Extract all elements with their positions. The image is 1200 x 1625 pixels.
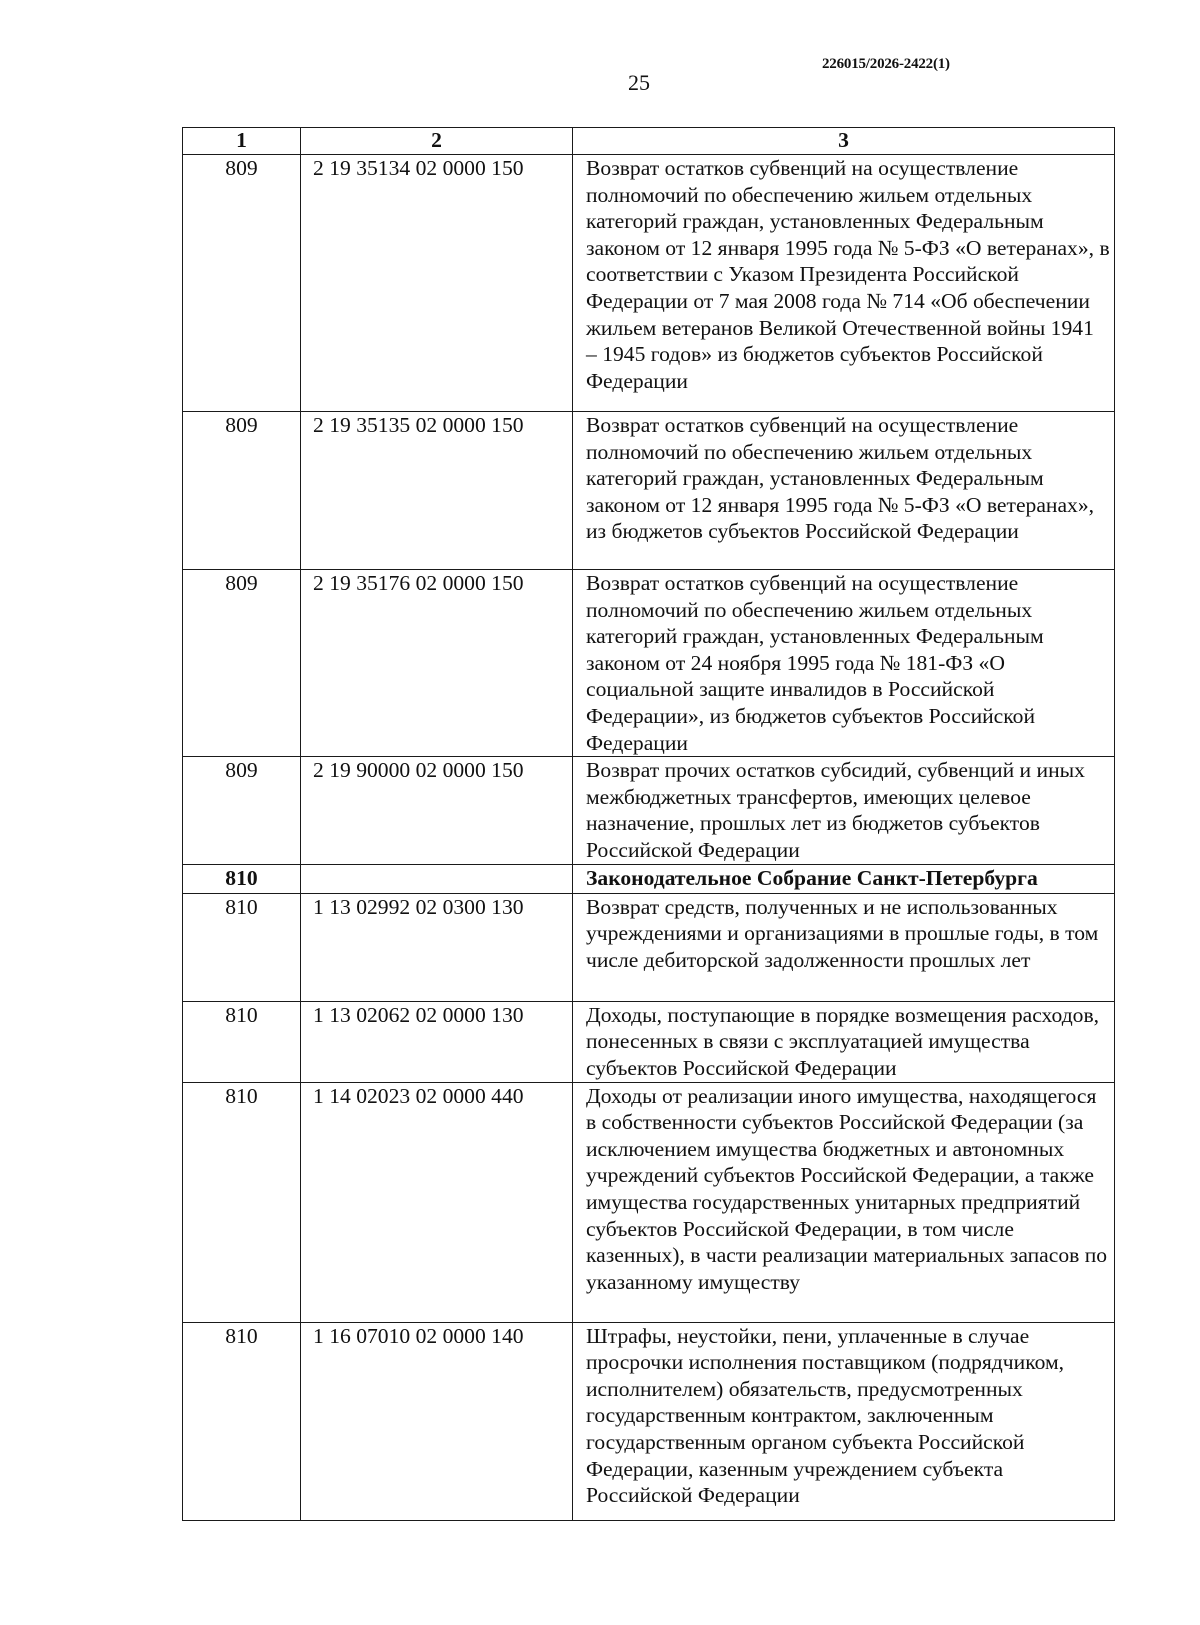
budget-classification-code: 2 19 35176 02 0000 150: [301, 570, 573, 757]
chief-administrator-code: 809: [183, 570, 301, 757]
table-row: [183, 155, 1115, 412]
budget-classification-code: 2 19 90000 02 0000 150: [301, 757, 573, 864]
column-header-2: 2: [301, 128, 573, 155]
chief-administrator-code: 810: [183, 1322, 301, 1520]
column-header-3: 3: [573, 128, 1115, 155]
table-row: [183, 570, 1115, 757]
budget-classification-code: 1 16 07010 02 0000 140: [301, 1322, 573, 1520]
budget-classification-code: 1 13 02992 02 0300 130: [301, 893, 573, 1001]
chief-administrator-code: 810: [183, 1082, 301, 1322]
chief-administrator-code: 810: [183, 864, 301, 893]
revenue-name: Возврат остатков субвенций на осуществление полномочий по обеспечению жильем отдельных категорий граждан, установленных Федеральным законом от 12 января 1995 года № 5-ФЗ «О ветеранах», в соответствии с Указом Президента Российской Федерации от 7 мая 2008 года № 714 «Об обеспечении жильем ветеранов Великой Отечественной войны 1941 – 1945 годов» из бюджетов субъектов Российской Федерации: [573, 155, 1115, 412]
revenue-name: Возврат остатков субвенций на осуществление полномочий по обеспечению жильем отдельных категорий граждан, установленных Федеральным законом от 24 ноября 1995 года № 181-ФЗ «О социальной защите инвалидов в Российской Федерации», из бюджетов субъектов Российской Федерации: [573, 570, 1115, 757]
revenue-name: Возврат средств, полученных и не использованных учреждениями и организациями в прошлые годы, в том числе дебиторской задолженности прошлых лет: [573, 893, 1115, 1001]
document-registration-number: 226015/2026-2422(1): [822, 56, 950, 72]
revenue-name: Возврат прочих остатков субсидий, субвенций и иных межбюджетных трансфертов, имеющих целевое назначение, прошлых лет из бюджетов субъектов Российской Федерации: [573, 757, 1115, 864]
administrator-header-row: [183, 864, 1115, 893]
budget-classification-code: 2 19 35135 02 0000 150: [301, 412, 573, 570]
chief-administrator-code: 810: [183, 893, 301, 1001]
chief-administrator-code: 809: [183, 155, 301, 412]
revenue-name: Возврат остатков субвенций на осуществление полномочий по обеспечению жильем отдельных категорий граждан, установленных Федеральным законом от 12 января 1995 года № 5-ФЗ «О ветеранах», из бюджетов субъектов Российской Федерации: [573, 412, 1115, 570]
revenue-name: Доходы, поступающие в порядке возмещения расходов, понесенных в связи с эксплуатацией имущества субъектов Российской Федерации: [573, 1001, 1115, 1082]
table-row: [183, 1322, 1115, 1520]
budget-classification-code: 2 19 35134 02 0000 150: [301, 155, 573, 412]
table-body: [183, 155, 1115, 1521]
table-header: [183, 128, 1115, 155]
revenue-name: Штрафы, неустойки, пени, уплаченные в случае просрочки исполнения поставщиком (подрядчиком, исполнителем) обязательств, предусмотренных государственным контрактом, заключенным государственным органом субъекта Российской Федерации, казенным учреждением субъекта Российской Федерации: [573, 1322, 1115, 1520]
budget-classification-code: 1 13 02062 02 0000 130: [301, 1001, 573, 1082]
administrator-name: Законодательное Собрание Санкт-Петербурга: [573, 864, 1115, 893]
revenue-name: Доходы от реализации иного имущества, находящегося в собственности субъектов Российской Федерации (за исключением имущества бюджетных и автономных учреждений субъектов Российской Федерации, а также имущества государственных унитарных предприятий субъектов Российской Федерации, в том числе казенных), в части реализации материальных запасов по указанному имуществу: [573, 1082, 1115, 1322]
budget-revenue-table: [182, 127, 1115, 1521]
table-row: [183, 1082, 1115, 1322]
chief-administrator-code: 809: [183, 412, 301, 570]
chief-administrator-code: 810: [183, 1001, 301, 1082]
budget-classification-code: [301, 864, 573, 893]
budget-classification-code: 1 14 02023 02 0000 440: [301, 1082, 573, 1322]
chief-administrator-code: 809: [183, 757, 301, 864]
table-row: [183, 1001, 1115, 1082]
table-row: [183, 893, 1115, 1001]
column-header-1: 1: [183, 128, 301, 155]
page-number: 25: [628, 70, 650, 95]
table-header-row: [183, 128, 1115, 155]
table-row: [183, 412, 1115, 570]
table-row: [183, 757, 1115, 864]
